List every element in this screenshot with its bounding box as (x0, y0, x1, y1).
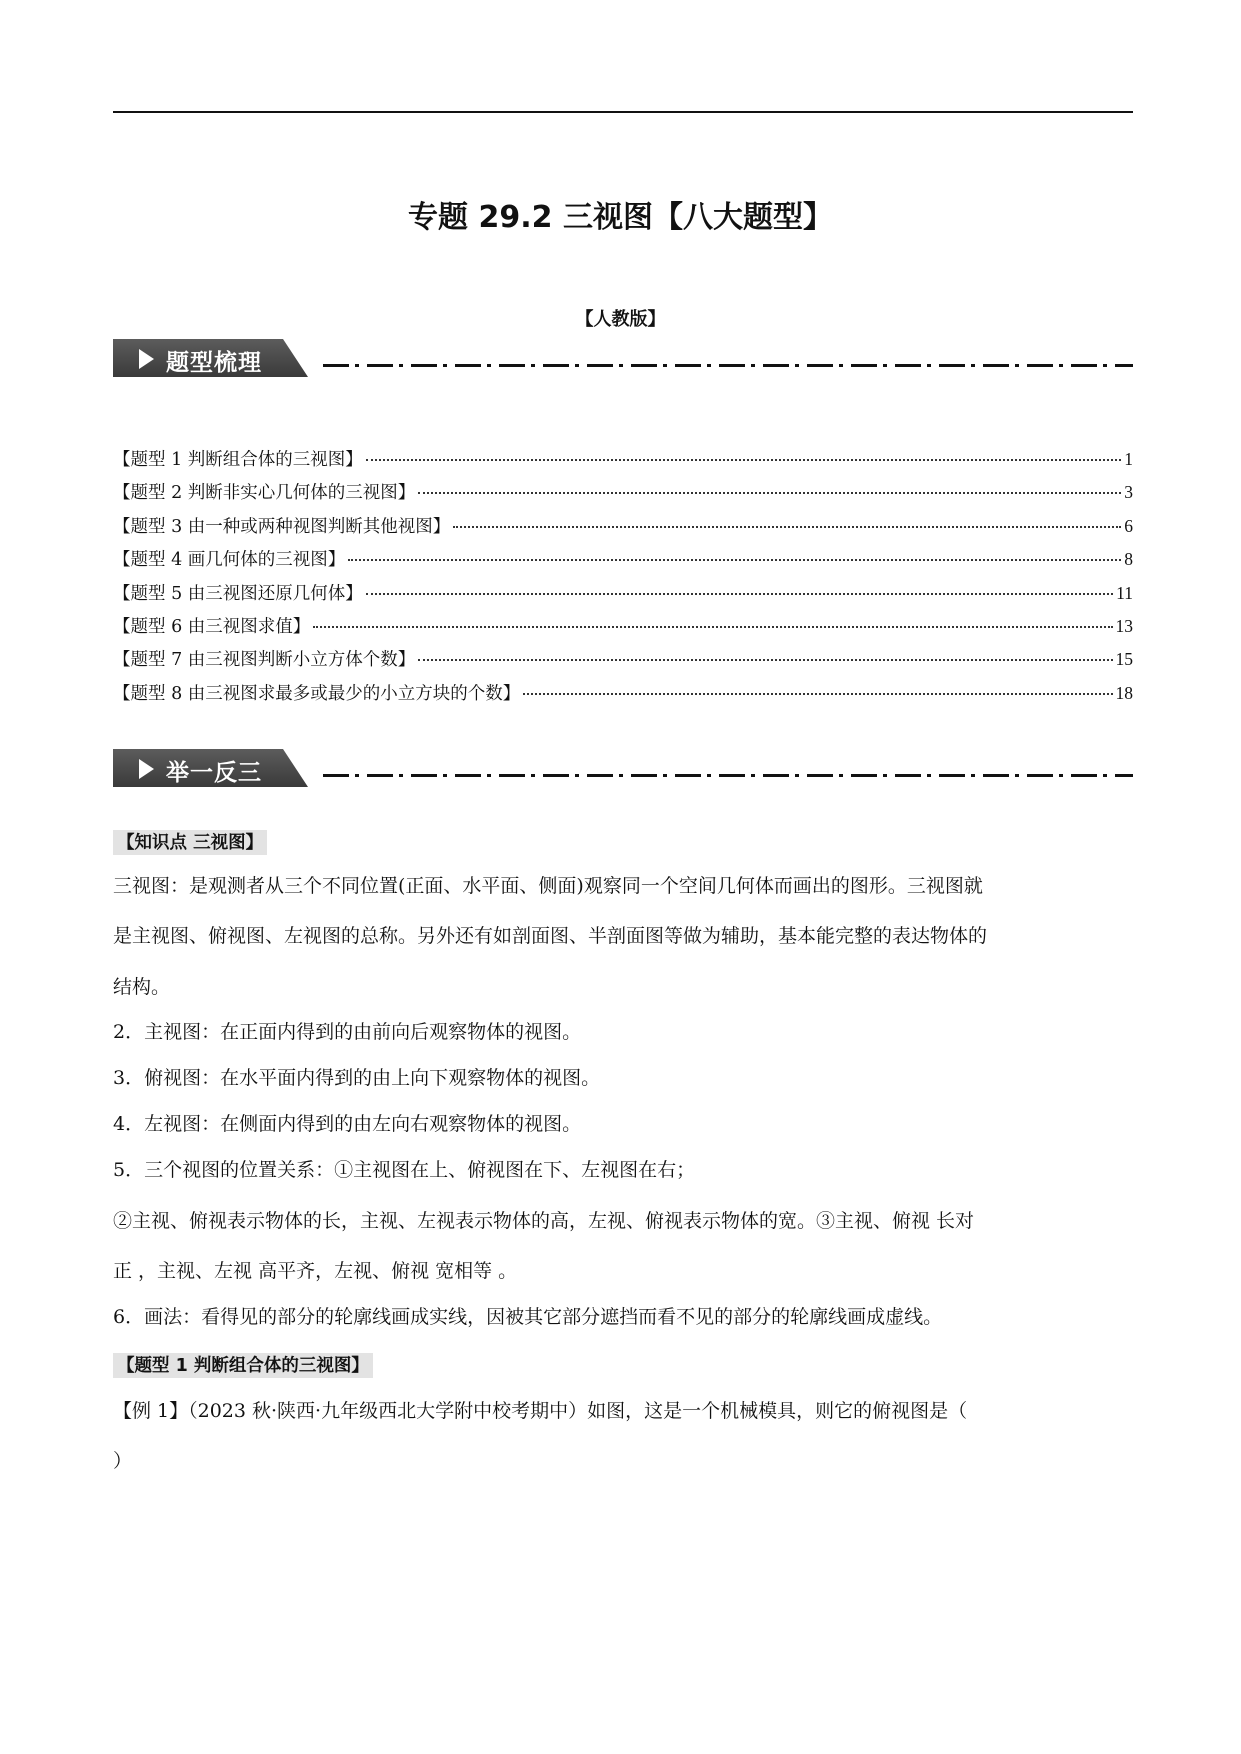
toc-entry[interactable] (113, 480, 1133, 513)
example-question: 【例 1】（2023 秋·陕西·九年级西北大学附中校考期中）如图，这是一个机械模具，则它的俯视图是（ (113, 1400, 968, 1422)
banner-label: 题型梳理 (166, 350, 262, 376)
knowledge-line: 三视图：是观测者从三个不同位置(正面、水平面、侧面)观察同一个空间几何体而画出的图形。三视图就 (113, 875, 983, 897)
dash-dot-divider (323, 774, 1133, 777)
toc-entry-page: 18 (1115, 682, 1133, 703)
play-arrow-icon (139, 349, 154, 369)
knowledge-line: 结构。 (113, 976, 171, 998)
toc-entry-label: 【题型 6 由三视图求值】 (113, 616, 311, 637)
table-of-contents (113, 447, 1133, 714)
toc-entry-label: 【题型 3 由一种或两种视图判断其他视图】 (113, 516, 451, 537)
section-heading: 【题型 1 判断组合体的三视图】 (113, 1353, 373, 1378)
document-title: 专题 29.2 三视图【八大题型】 (408, 200, 833, 235)
toc-entry-label: 【题型 4 画几何体的三视图】 (113, 550, 346, 571)
banner-practice (113, 745, 1133, 793)
toc-leader-dots (366, 459, 1121, 461)
knowledge-line: 5．三个视图的位置关系：①主视图在上、俯视图在下、左视图在右； (113, 1159, 696, 1181)
toc-leader-dots (453, 526, 1121, 528)
toc-entry-label: 【题型 7 由三视图判断小立方体个数】 (113, 650, 416, 671)
toc-entry-page: 1 (1124, 449, 1133, 469)
banner-label: 举一反三 (166, 760, 262, 786)
dash-dot-divider (323, 364, 1133, 367)
knowledge-line: 是主视图、俯视图、左视图的总称。另外还有如剖面图、半剖面图等做为辅助，基本能完整的表达物体的 (113, 925, 988, 947)
toc-entry-label: 【题型 2 判断非实心几何体的三视图】 (113, 483, 416, 504)
toc-entry[interactable] (113, 447, 1133, 480)
toc-entry[interactable] (113, 581, 1133, 614)
knowledge-line: ②主视、俯视表示物体的长，主视、左视表示物体的高，左视、俯视表示物体的宽。③主视、俯视 长对 (113, 1210, 975, 1232)
toc-entry-label: 【题型 5 由三视图还原几何体】 (113, 583, 363, 604)
toc-leader-dots (418, 492, 1121, 494)
banner-overview (113, 335, 1133, 383)
example-question-cont: ） (113, 1450, 133, 1472)
toc-entry[interactable] (113, 681, 1133, 714)
toc-leader-dots (523, 693, 1112, 695)
toc-leader-dots (418, 659, 1112, 661)
knowledge-line: 4．左视图：在侧面内得到的由左向右观察物体的视图。 (113, 1113, 582, 1135)
toc-entry-page: 13 (1115, 615, 1133, 636)
header-rule (113, 111, 1133, 113)
knowledge-line: 6．画法：看得见的部分的轮廓线画成实线，因被其它部分遮挡而看不见的部分的轮廓线画成虚线。 (113, 1306, 943, 1328)
toc-entry-label: 【题型 1 判断组合体的三视图】 (113, 450, 363, 470)
toc-entry[interactable] (113, 647, 1133, 680)
toc-leader-dots (348, 559, 1121, 561)
toc-entry-page: 6 (1124, 515, 1133, 536)
toc-entry-page: 3 (1124, 482, 1133, 503)
knowledge-heading: 【知识点 三视图】 (113, 830, 267, 855)
edition-label: 【人教版】 (575, 309, 666, 330)
toc-leader-dots (313, 626, 1112, 628)
toc-entry-page: 8 (1124, 549, 1133, 570)
knowledge-line: 3．俯视图：在水平面内得到的由上向下观察物体的视图。 (113, 1067, 601, 1089)
toc-entry[interactable] (113, 514, 1133, 547)
toc-entry[interactable] (113, 547, 1133, 580)
toc-entry[interactable] (113, 614, 1133, 647)
knowledge-line: 2．主视图：在正面内得到的由前向后观察物体的视图。 (113, 1021, 582, 1043)
knowledge-line: 正 ，主视、左视 高平齐，左视、俯视 宽相等 。 (113, 1260, 518, 1282)
toc-entry-page: 15 (1115, 649, 1133, 670)
toc-entry-page: 11 (1116, 582, 1133, 603)
toc-entry-label: 【题型 8 由三视图求最多或最少的小立方块的个数】 (113, 683, 521, 704)
play-arrow-icon (139, 759, 154, 779)
toc-leader-dots (366, 593, 1113, 595)
